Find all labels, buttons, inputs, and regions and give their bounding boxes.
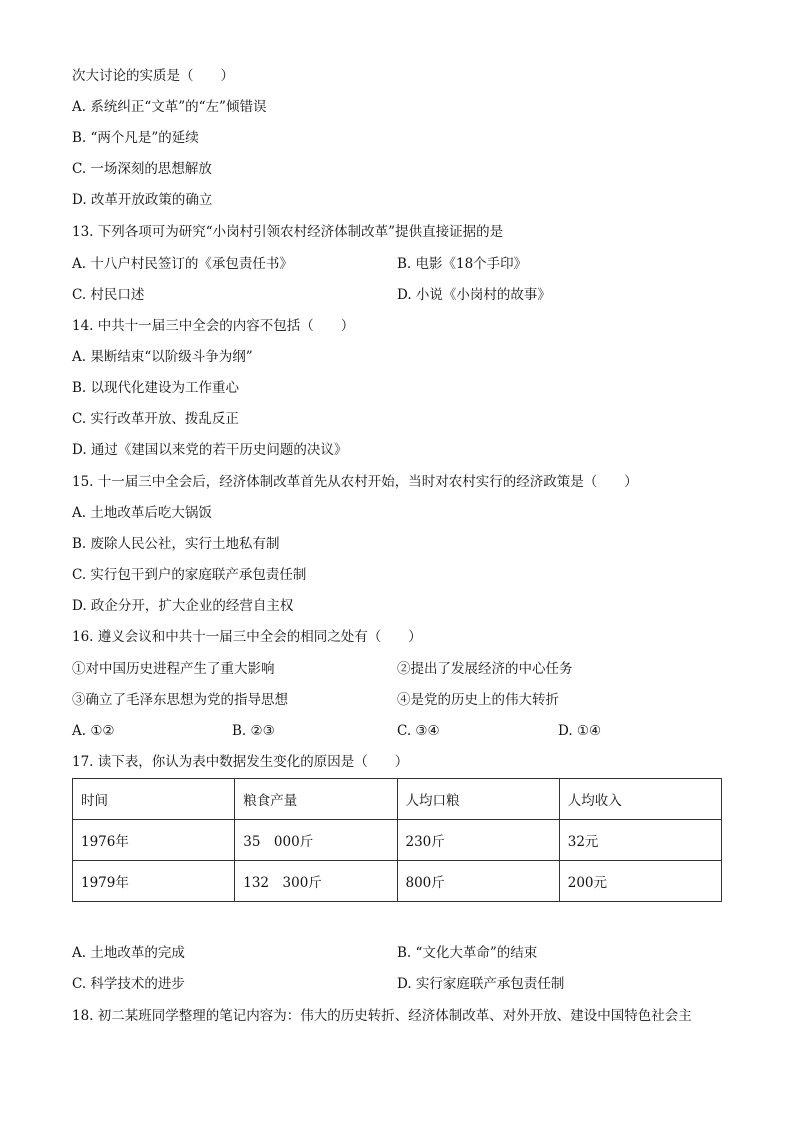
table-header-row [73, 779, 722, 820]
q15-option-c: C. 实行包干到户的家庭联产承包责任制 [72, 567, 307, 583]
q13-option-a: A. 十八户村民签订的《承包责任书》 [72, 256, 293, 272]
q16-statement-1: ①对中国历史进程产生了重大影响 [72, 661, 275, 677]
table-cell: 230斤 [397, 820, 559, 861]
q12-stem-tail: 次大讨论的实质是（ ） [72, 68, 234, 84]
q13-option-d: D. 小说《小岗村的故事》 [397, 287, 551, 303]
q17-option-c: C. 科学技术的进步 [72, 976, 185, 992]
q16-statement-4: ④是党的历史上的伟大转折 [397, 692, 559, 708]
q15-option-b: B. 废除人民公社，实行土地私有制 [72, 536, 280, 552]
q16-stem: 16. 遵义会议和中共十一届三中全会的相同之处有（ ） [72, 629, 422, 645]
q17-stem: 17. 读下表，你认为表中数据发生变化的原因是（ ） [72, 754, 409, 770]
q16-option-c: C. ③④ [397, 723, 440, 739]
q14-option-b: B. 以现代化建设为工作重心 [72, 380, 240, 396]
q13-option-c: C. 村民口述 [72, 287, 145, 303]
q15-option-d: D. 政企分开，扩大企业的经营自主权 [72, 598, 294, 614]
q13-option-b: B. 电影《18个手印》 [397, 256, 528, 272]
table-row [73, 861, 722, 902]
q12-option-a: A. 系统纠正“文革”的“左”倾错误 [72, 99, 267, 115]
q14-stem: 14. 中共十一届三中全会的内容不包括（ ） [72, 318, 355, 334]
table-cell: 32元 [559, 820, 721, 861]
q12-option-b: B. “两个凡是”的延续 [72, 130, 199, 146]
table-row [73, 820, 722, 861]
table-cell: 1979年 [73, 861, 235, 902]
q16-statement-3: ③确立了毛泽东思想为党的指导思想 [72, 692, 288, 708]
table-cell: 200元 [559, 861, 721, 902]
table-header-cell: 人均收入 [559, 779, 721, 820]
q17-data-table [72, 778, 722, 902]
table-cell: 1976年 [73, 820, 235, 861]
q13-stem: 13. 下列各项可为研究“小岗村引领农村经济体制改革”提供直接证据的是 [72, 224, 504, 240]
q16-option-a: A. ①② [72, 723, 115, 739]
q17-option-a: A. 土地改革的完成 [72, 945, 185, 961]
table-cell: 800斤 [397, 861, 559, 902]
q17-option-d: D. 实行家庭联产承包责任制 [397, 976, 565, 992]
q16-option-d: D. ①④ [558, 723, 602, 739]
q12-option-c: C. 一场深刻的思想解放 [72, 161, 212, 177]
table-header-cell: 时间 [73, 779, 235, 820]
q14-option-c: C. 实行改革开放、拨乱反正 [72, 411, 239, 427]
q15-option-a: A. 土地改革后吃大锅饭 [72, 505, 212, 521]
q14-option-a: A. 果断结束“以阶级斗争为纲” [72, 349, 253, 365]
table-header-cell: 人均口粮 [397, 779, 559, 820]
q12-option-d: D. 改革开放政策的确立 [72, 192, 213, 208]
q18-stem: 18. 初二某班同学整理的笔记内容为：伟大的历史转折、经济体制改革、对外开放、建设中国特色社会主 [72, 1008, 692, 1024]
q17-option-b: B. “文化大革命”的结束 [397, 945, 538, 961]
q16-option-b: B. ②③ [232, 723, 275, 739]
q15-stem: 15. 十一届三中全会后，经济体制改革首先从农村开始，当时对农村实行的经济政策是（ ） [72, 474, 638, 490]
q16-statement-2: ②提出了发展经济的中心任务 [397, 661, 573, 677]
table-header-cell: 粮食产量 [235, 779, 397, 820]
table-cell: 35 000斤 [235, 820, 397, 861]
q14-option-d: D. 通过《建国以来党的若干历史问题的决议》 [72, 442, 348, 458]
table-cell: 132 300斤 [235, 861, 397, 902]
